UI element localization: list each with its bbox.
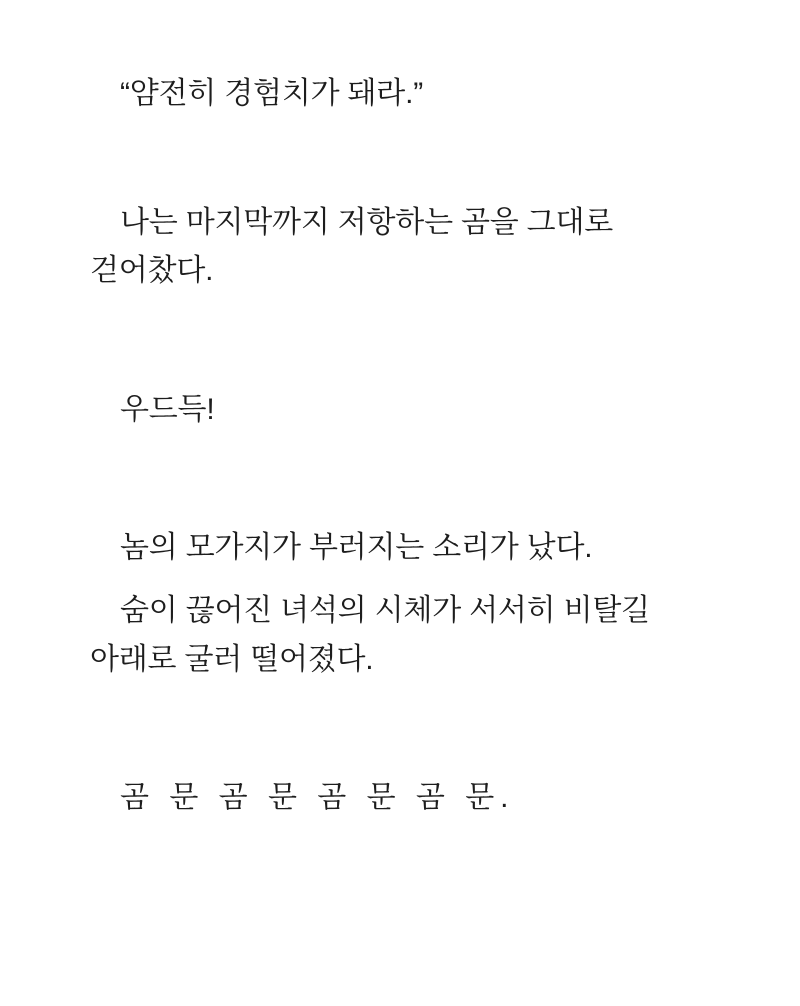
- paragraph-count: 곰 문 곰 문 곰 문 곰 문.: [120, 781, 515, 815]
- paragraph-neck-break: 놈의 모가지가 부러지는 소리가 났다.: [120, 531, 593, 565]
- paragraph-quote: “얌전히 경험치가 돼라.”: [120, 77, 424, 110]
- paragraph-spacer: [90, 684, 710, 774]
- paragraph-spacer: [90, 573, 710, 587]
- paragraph-body-roll: 숨이 끊어진 녀석의 시체가 서서히 비탈길 아래로 굴러 떨어졌다.: [90, 593, 659, 676]
- paragraph-sfx: 우드득!: [120, 392, 215, 426]
- paragraph-spacer: [90, 434, 710, 524]
- paragraph-spacer: [90, 296, 710, 386]
- paragraph-spacer: [90, 119, 710, 199]
- paragraph-kick: 나는 마지막까지 저항하는 곰을 그대로 걷어찼다.: [90, 205, 622, 288]
